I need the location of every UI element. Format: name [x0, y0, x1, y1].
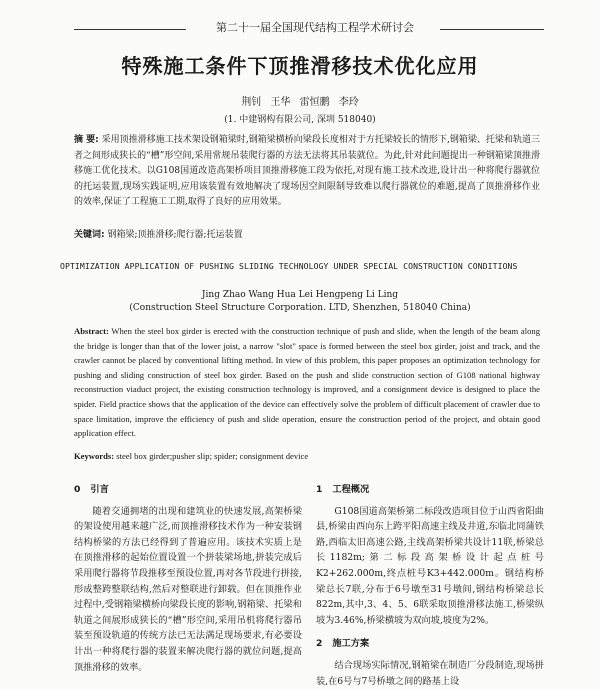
section-number-overview: 1	[316, 484, 323, 495]
paper-title: 特殊施工条件下顶推滑移技术优化应用	[121, 54, 479, 78]
section-title-plan: 施工方案	[332, 638, 370, 650]
section-number-plan: 2	[316, 638, 323, 650]
author-list: 荆钊 王华 雷恒鹏 李玲	[241, 97, 359, 108]
section-heading-plan	[316, 636, 544, 652]
author-affiliation: (1. 中建钢构有限公司, 深圳 518040)	[224, 115, 376, 125]
section-body-intro: 随着交通拥堵的出现和建筑业的快速发展,高架桥梁的架设使用越来越广泛,而顶推滑移技术作为一种安装钢结构桥梁的方法已经得到了普遍应用。该技术实质上是在顶推滑移的起始位置设置一个拼装梁场地,拼装完成后采用爬行器将节段推移至预设位置,再对各节段进行拼接,形成整跨整联结构,然后对整联进行卸载。但在顶推作业过程中,受钢箱梁横桥向梁段长度的影响,钢箱梁、托梁和轨道之间展形成狭长的“槽”形空间,采用吊机将爬行器吊装至预设轨道的传统方法已无法满足现场要求,有必要设计出一种将爬行器的装置来解决爬行器的就位问题,提高顶推滑移的效率。	[74, 505, 302, 673]
abstract-english-label: Abstract:	[74, 326, 109, 336]
right-column	[316, 482, 544, 689]
english-author-list: Jing Zhao Wang Hua Lei Hengpeng Li Ling	[201, 290, 399, 300]
keywords-chinese-label: 关键词:	[74, 230, 105, 240]
keywords-english	[74, 451, 540, 461]
section-title-intro: 引言	[90, 484, 109, 495]
running-header	[74, 14, 544, 36]
abstract-english-text: When the steel box girder is erected with the construction technique of push and slide, when the length of the beam along the bridge is longer than that of the lower joist, a narrow "slot" space is formed between the steel box girder, joist and track, and the crawler cannot be placed by conventional lifting method. In view of this problem, this paper proposes an optimization technology for pushing and sliding construction of steel box girder. Based on the push and slide construction section of G108 national highway reconstruction viaduct project, the existing construction technology is improved, and a consignment device is designed to place the spider. Field practice shows that the application of the device can effectively solve the problem of difficult placement of crawler due to space limitation, improve the efficiency of push and slide operation, ensure the construction period of the project, and obtain good application effect.	[74, 326, 540, 439]
conference-name: 第二十一届全国现代结构工程学术研讨会	[216, 21, 414, 34]
abstract-english	[74, 324, 540, 441]
abstract-chinese-label: 摘 要:	[74, 135, 99, 145]
left-column	[74, 482, 302, 675]
keywords-english-text: steel box girder;pusher slip; spider; consignment device	[116, 451, 309, 461]
section-heading-overview	[316, 482, 544, 498]
section-title-overview: 工程概况	[332, 484, 370, 495]
abstract-chinese	[74, 133, 540, 211]
keywords-chinese-text: 钢箱梁;顶推滑移;爬行器;托运装置	[107, 230, 243, 240]
header-rule-left	[74, 29, 186, 30]
keywords-english-label: Keywords:	[74, 451, 115, 461]
english-affiliation: (Construction Steel Structure Corporation. LTD, Shenzhen, 518040 China)	[129, 303, 471, 313]
section-body-overview: G108国道高架桥第二标段改造项目位于山西省阳曲县,桥梁由西向东上跨平阳高速主线及井道,东临北同蒲铁路,西临太旧高速公路,主线高架桥梁共设计11联,桥梁总长1182m;第二标段高架桥设计起点桩号K2+262.000m,终点桩号K3+442.000m。钢结构桥梁总长7联,分布于6号墩至31号墩间,钢结构桥梁总长822m,其中,3、4、5、6联采取顶推滑移法施工,桥梁纵坡为3.46%,桥梁横坡为双向坡,坡度为2%。	[316, 505, 544, 626]
abstract-chinese-text: 采用顶推滑移施工技术架设钢箱梁时,钢箱梁横桥向梁段长度相对于方托梁较长的情形下,钢箱梁、托梁和轨道三者之间形成狭长的“槽”形空间,采用常规吊装爬行器的方法无法将其吊装就位。为此,针对此问题提出一种钢箱梁顶推滑移施工优化技术。以G108国道改造高架桥项目顶推滑移施工段为依托,对现有施工技术改进,设计出一种将爬行器就位的托运装置,现场实践证明,应用该装置有效地解决了现场因空间限制导致难以爬行器就位的难题,提高了顶推滑移作业的效率,保证了工程施工工期,取得了良好的应用效果。	[74, 135, 540, 207]
section-number-intro: 0	[74, 484, 81, 495]
keywords-chinese	[74, 227, 540, 240]
section-heading-intro	[74, 482, 302, 498]
header-rule-right	[440, 29, 544, 30]
english-title: OPTIMIZATION APPLICATION OF PUSHING SLIDING TECHNOLOGY UNDER SPECIAL CONSTRUCTION CONDITIONS	[60, 261, 518, 271]
section-body-plan: 结合现场实际情况,钢箱梁在制造厂分段制造,现场拼装,在6号与7号桥墩之间的路基上设	[316, 659, 544, 687]
